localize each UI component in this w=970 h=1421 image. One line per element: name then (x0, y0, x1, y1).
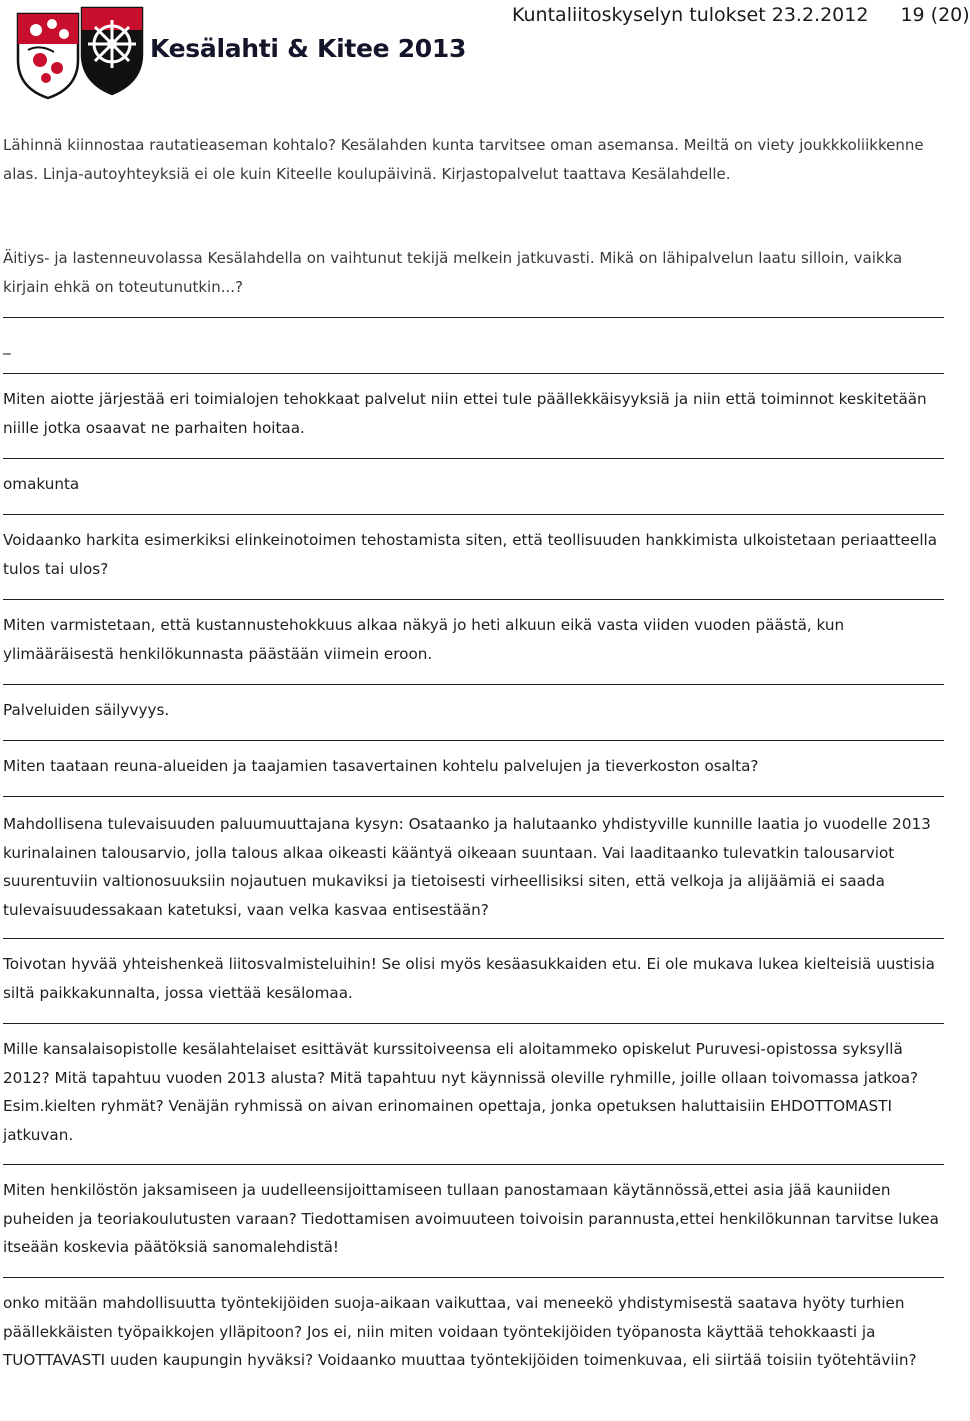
response-divider (3, 373, 944, 374)
document-title (512, 4, 970, 26)
response-text: Miten varmistetaan, että kustannustehokkuus alkaa näkyä jo heti alkuun eikä vasta viiden vuoden päästä, kun ylimääräisestä henkilökunnasta päästään viimein eroon. (3, 616, 845, 663)
page-number: 19 (20) (900, 4, 970, 26)
response-text: Toivotan hyvää yhteishenkeä liitosvalmisteluihin! Se olisi myös kesäasukkaiden etu. Ei ole mukava lukea kielteisiä uustisia siltä paikkakunnalta, jossa viettää kesälomaa. (3, 955, 935, 1002)
response-divider (3, 317, 944, 318)
response-text: _ (3, 337, 11, 355)
response-text: Miten taataan reuna-alueiden ja taajamien tasavertainen kohtelu palvelujen ja tieverkoston osalta? (3, 757, 759, 775)
response-text: omakunta (3, 475, 80, 493)
response-text: Miten henkilöstön jaksamiseen ja uudelleensijoittamiseen tullaan panostamaan käytännössä,ettei asia jää kauniiden puheiden ja teoriakoulutusten varaan? Tiedottamisen avoimuuteen toivoisin parannusta,ettei henkilökunnan tarvitse lukea itseään koskevia päätöksiä sanomalehdistä! (3, 1181, 939, 1256)
response-divider (3, 796, 944, 797)
response-divider (3, 740, 944, 741)
kitee-shield-icon (82, 8, 142, 94)
response-divider (3, 1277, 944, 1278)
response-divider (3, 1023, 944, 1024)
response-text: Voidaanko harkita esimerkiksi elinkeinotoimen tehostamista siten, että teollisuuden hankkimista ulkoistetaan periaatteella tulos tai ulos? (3, 531, 938, 578)
response-divider (3, 938, 944, 939)
brand-title: Kesälahti & Kitee 2013 (150, 34, 467, 63)
page-header (0, 0, 970, 110)
report-title: Kuntaliitoskyselyn tulokset 23.2.2012 (512, 4, 869, 26)
municipal-coat-of-arms-logo (10, 0, 148, 102)
response-divider (3, 458, 944, 459)
response-text: Mahdollisena tulevaisuuden paluumuuttajana kysyn: Osataanko ja halutaanko yhdistyville kunnille laatia jo vuodelle 2013 kurinalainen talousarvio, jolla talous alkaa oikeasti kääntyä oikeaan suuntaan. Vai laaditaanko tulevatkin talousarviot suurentuviin valtionosuuksiin nojautuen mukaviksi ja tietoisesti virheellisiksi siten, että velkoja ja alijäämiä ei saada tulevaisuudessakaan katetuksi, vaan velka kasvaa entisestään? (3, 815, 931, 919)
response-text: onko mitään mahdollisuutta työntekijöiden suoja-aikaan vaikuttaa, vai meneekö yhdistymisestä saatava hyöty turhien päällekkäisten työpaikkojen ylläpitoon? Jos ei, niin miten voidaan työntekijöiden työpanosta käyttää tehokkaasti ja TUOTTAVASTI uuden kaupungin hyväksi? Voidaanko muuttaa työntekijöiden toimenkuvaa, eli siirtää toisiin työtehtäviin? (3, 1294, 917, 1369)
response-text: Palveluiden säilyvyys. (3, 701, 170, 719)
response-text: Miten aiotte järjestää eri toimialojen tehokkaat palvelut niin ettei tule päällekkäisyyksiä ja niin että toiminnot keskitetään niille jotka osaavat ne parhaiten hoitaa. (3, 390, 927, 437)
response-divider (3, 1164, 944, 1165)
response-text: Lähinnä kiinnostaa rautatieaseman kohtalo? Kesälahden kunta tarvitsee oman asemansa. Meiltä on viety joukkkoliikkenne alas. Linja-autoyhteyksiä ei ole kuin Kiteelle koulupäivinä. Kirjastopalvelut taattava Kesälahdelle. (3, 136, 924, 183)
response-divider (3, 599, 944, 600)
response-text: Äitiys- ja lastenneuvolassa Kesälahdella on vaihtunut tekijä melkein jatkuvasti. Mikä on lähipalvelun laatu silloin, vaikka kirjain ehkä on toteutunutkin...? (3, 249, 903, 296)
response-text: Mille kansalaisopistolle kesälahtelaiset esittävät kurssitoiveensa eli aloitammeko opiskelut Puruvesi-opistossa syksyllä 2012? Mitä tapahtuu vuoden 2013 alusta? Mitä tapahtuu nyt käynnissä oleville ryhmille, joille ollaan toivomassa jatkoa? Esim.kielten ryhmät? Venäjän ryhmissä on aivan erinomainen opettaja, jonka opetuksen haluttaisiin EHDOTTOMASTI jatkuvan. (3, 1040, 919, 1144)
kesalahti-shield-icon (18, 14, 78, 98)
response-divider (3, 514, 944, 515)
response-divider (3, 684, 944, 685)
